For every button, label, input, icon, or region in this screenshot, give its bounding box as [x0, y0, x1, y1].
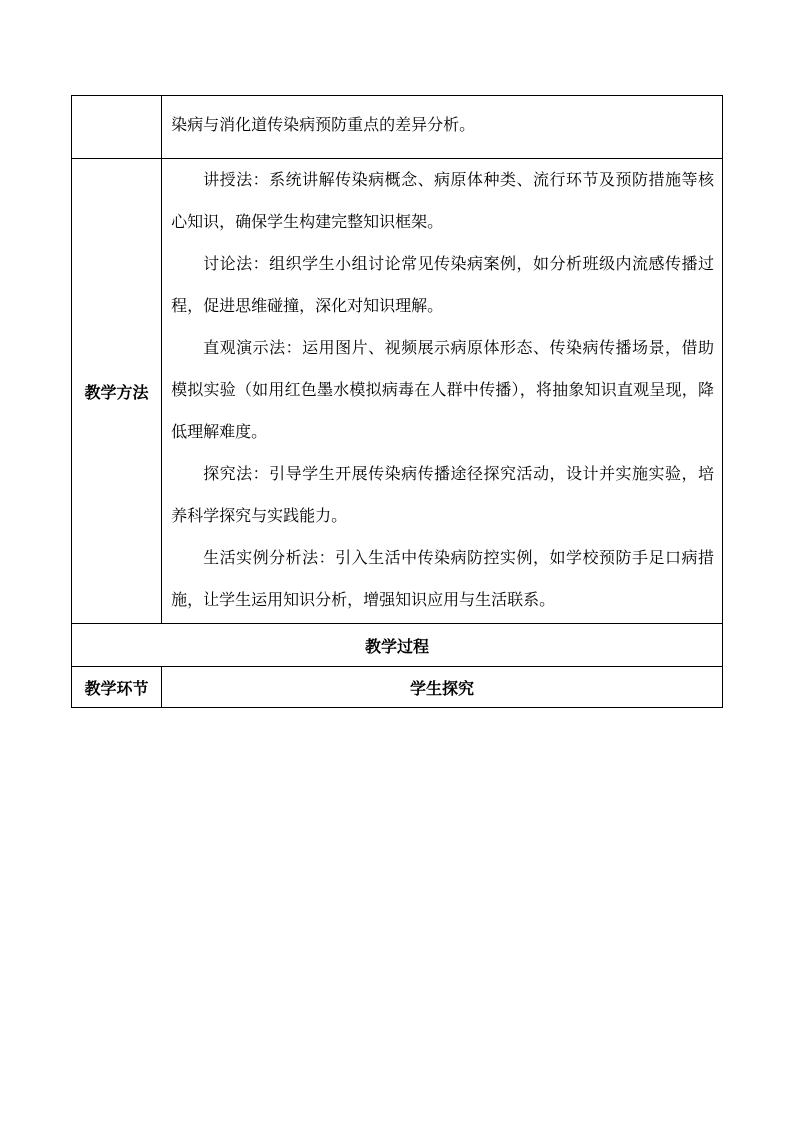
lesson-plan-table: [71, 95, 723, 708]
table-row-continuation: [72, 96, 723, 159]
table-row-methods: [72, 159, 723, 624]
method-paragraph-discussion: 讨论法：组织学生小组讨论常见传染病案例，如分析班级内流感传播过程，促进思维碰撞，深化对知识理解。: [171, 254, 714, 315]
continuation-cell: [162, 96, 723, 159]
empty-label-cell: [72, 96, 162, 159]
continuation-text: 染病与消化道传染病预防重点的差异分析。: [171, 115, 476, 134]
method-paragraph-case-analysis: 生活实例分析法：引入生活中传染病防控实例，如学校预防手足口病措施，让学生运用知识分析，增强知识应用与生活联系。: [171, 548, 714, 609]
methods-label: 教学方法: [72, 159, 162, 624]
stage-value: 学生探究: [162, 667, 723, 708]
process-header: 教学过程: [72, 624, 723, 667]
methods-content: [162, 159, 723, 624]
method-paragraph-lecture: 讲授法：系统讲解传染病概念、病原体种类、流行环节及预防措施等核心知识，确保学生构建完整知识框架。: [171, 170, 714, 231]
table-row-stage-header: [72, 667, 723, 708]
table-row-process-header: [72, 624, 723, 667]
stage-label: 教学环节: [72, 667, 162, 708]
method-paragraph-inquiry: 探究法：引导学生开展传染病传播途径探究活动，设计并实施实验，培养科学探究与实践能力。: [171, 464, 714, 525]
method-paragraph-demonstration: 直观演示法：运用图片、视频展示病原体形态、传染病传播场景，借助模拟实验（如用红色墨水模拟病毒在人群中传播），将抽象知识直观呈现，降低理解难度。: [171, 338, 714, 441]
